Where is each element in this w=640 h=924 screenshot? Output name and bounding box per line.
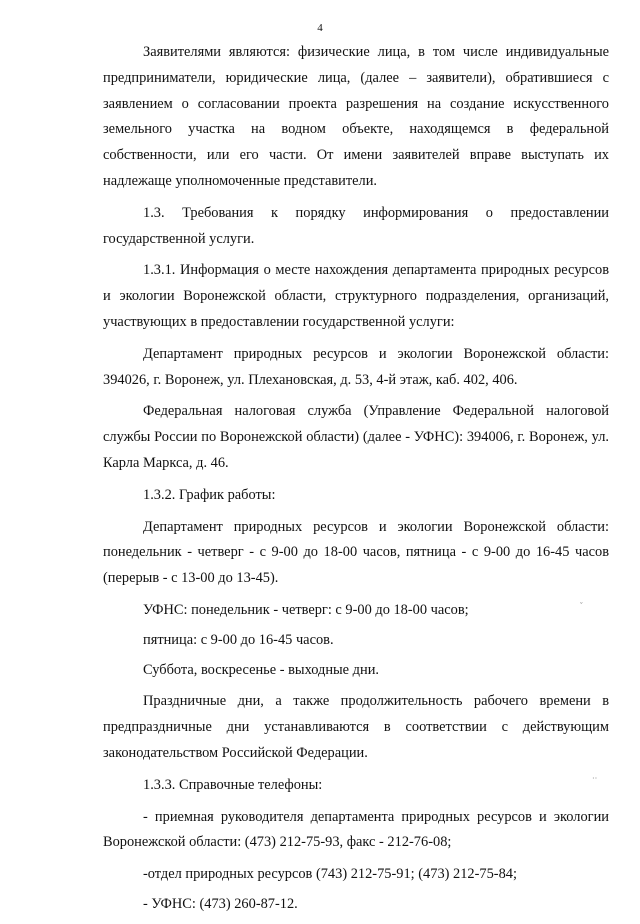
paragraph-holidays: Праздничные дни, а также продолжительность рабочего времени в предпраздничные дни устанавливаются в соответствии с действующим законодательством Российской Федерации. bbox=[103, 693, 609, 761]
paragraph-section-1-3: 1.3. Требования к порядку информирования о предоставлении государственной услуги. bbox=[103, 204, 609, 247]
paragraph-department-address: Департамент природных ресурсов и экологии Воронежской области: 394026, г. Воронеж, ул. Плехановская, д. 53, 4-й этаж, каб. 402, 406. bbox=[103, 345, 609, 388]
paragraph-section-1-3-1: 1.3.1. Информация о месте нахождения департамента природных ресурсов и экологии Воронежской области, структурного подразделения, организаций, участвующих в предоставлении государственной услуги: bbox=[103, 262, 609, 330]
paragraph-phone-natural-resources: -отдел природных ресурсов (743) 212-75-91; (473) 212-75-84; bbox=[143, 866, 517, 883]
paragraph-phone-reception: - приемная руководителя департамента природных ресурсов и экологии Воронежской области: (473) 212-75-93, факс - 212-76-08; bbox=[103, 808, 609, 851]
paragraph-applicants: Заявителями являются: физические лица, в том числе индивидуальные предприниматели, юридические лица, (далее – заявители), обратившиеся с заявлением о согласовании проекта разрешения на создание искусственного земельного участка на водном объекте, находящемся в федеральной собственности, или его части. От имени заявителей вправе выступать их надлежаще уполномоченные представители. bbox=[103, 44, 609, 189]
paragraph-department-schedule: Департамент природных ресурсов и экологии Воронежской области: понедельник - четверг - с 9-00 до 18-00 часов, пятница - с 9-00 до 16-45 часов (перерыв - с 13-00 до 13-45). bbox=[103, 518, 609, 587]
paragraph-section-1-3-3: 1.3.3. Справочные телефоны: bbox=[143, 776, 323, 793]
scan-speck: ˇ bbox=[580, 601, 583, 610]
paragraph-friday-schedule: пятница: с 9-00 до 16-45 часов. bbox=[143, 631, 334, 648]
paragraph-ufns-address: Федеральная налоговая служба (Управление Федеральной налоговой службы России по Воронежской области) (далее - УФНС): 394006, г. Воронеж, ул. Карла Маркса, д. 46. bbox=[103, 403, 609, 471]
paragraph-phone-ufns: - УФНС: (473) 260-87-12. bbox=[143, 895, 298, 912]
page-number: 4 bbox=[317, 22, 323, 34]
paragraph-ufns-schedule: УФНС: понедельник - четверг: с 9-00 до 18-00 часов; bbox=[143, 601, 469, 618]
paragraph-weekend: Суббота, воскресенье - выходные дни. bbox=[143, 661, 379, 678]
paragraph-section-1-3-2: 1.3.2. График работы: bbox=[143, 486, 276, 503]
document-body bbox=[103, 40, 609, 924]
scan-speck: ·· bbox=[592, 774, 598, 783]
